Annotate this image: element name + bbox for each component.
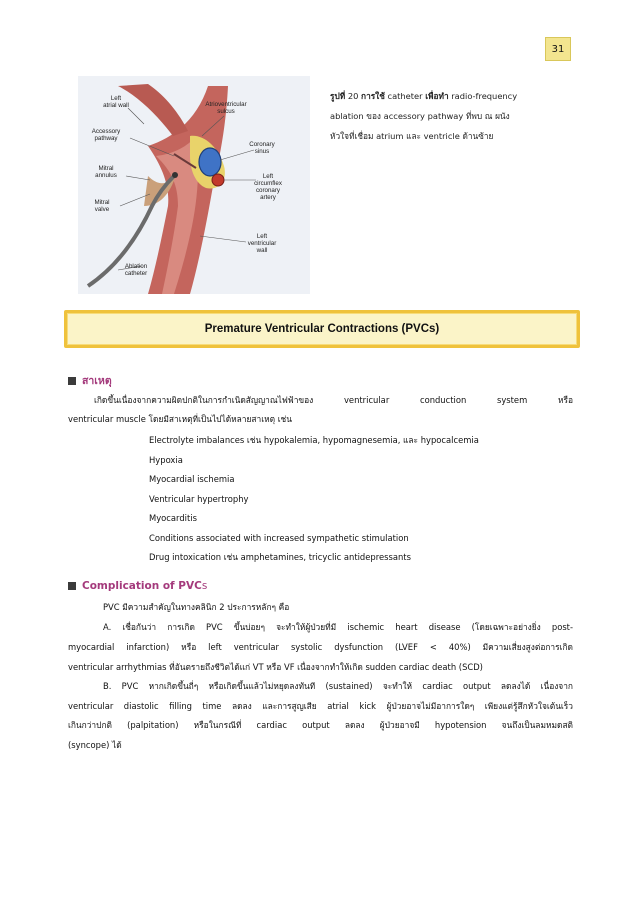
label-accessory-pathway-1: Accessory xyxy=(91,128,121,135)
label-mitral-valve-1: Mitral xyxy=(94,199,110,206)
complication-heading xyxy=(68,580,207,592)
label-mitral-annulus-2: annulus xyxy=(95,172,117,179)
complication-b-line-2: ventricular diastolic filling time ลดลง และการสูญเสีย atrial kick ผู้ป่วยอาจไม่มีอาการใดๆ เพียงแต่รู้สึกหัวใจเต้นเร็ว xyxy=(68,701,573,711)
list-item: Ventricular hypertrophy xyxy=(149,493,249,504)
label-left-atrial-wall-1: Left xyxy=(110,95,122,102)
cause-heading xyxy=(68,372,112,389)
label-ablation-catheter-2: catheter xyxy=(124,270,148,277)
figure-caption xyxy=(330,86,580,146)
label-mitral-annulus-1: Mitral xyxy=(98,165,114,172)
section-banner xyxy=(64,310,580,348)
label-av-sulcus-2: sulcus xyxy=(217,108,235,115)
caption-use-word: การใช้ xyxy=(361,91,385,101)
caption-figure-label: รูปที่ xyxy=(330,91,346,101)
heart-cross-section-image xyxy=(78,76,310,294)
label-lv-wall-2: ventricular xyxy=(247,240,277,247)
list-item: Electrolyte imbalances เช่น hypokalemia, hypomagnesemia, และ hypocalcemia xyxy=(149,435,479,445)
label-accessory-pathway-2: pathway xyxy=(94,135,118,142)
label-circumflex-4: artery xyxy=(260,194,276,201)
list-item: Myocardial ischemia xyxy=(149,474,235,484)
caption-line-1 xyxy=(330,86,580,106)
caption-text-1: catheter xyxy=(384,91,426,101)
bullet-square-icon xyxy=(68,582,76,590)
cause-intro-line-1: เกิดขึ้นเนื่องจากความผิดปกติในการกำเนิดสัญญาณไฟฟ้าของ ventricular conduction system หรือ xyxy=(94,395,573,405)
label-ablation-catheter-1: Ablation xyxy=(124,263,148,270)
complication-b-line-4: (syncope) ได้ xyxy=(68,740,122,750)
list-item: Hypoxia xyxy=(149,454,183,465)
heart-ablation-illustration xyxy=(78,76,310,294)
caption-line-2: ablation ของ accessory pathway ที่พบ ณ ผนัง xyxy=(330,111,510,121)
label-circumflex-3: coronary xyxy=(255,187,281,194)
cause-list xyxy=(149,431,479,568)
caption-figure-number: 20 xyxy=(345,91,362,101)
complication-lead: PVC มีความสำคัญในทางคลินิก 2 ประการหลักๆ คือ xyxy=(103,602,290,612)
caption-purpose-word: เพื่อทำ xyxy=(425,91,449,101)
label-av-sulcus-1: Atrioventricular xyxy=(205,101,247,108)
list-item: Drug intoxication เช่น amphetamines, tricyclic antidepressants xyxy=(149,552,411,562)
bullet-square-icon xyxy=(68,377,76,385)
complication-a-line-2: myocardial infarction) หรือ left ventricular systolic dysfunction (LVEF < 40%) มีความเสี่ยงสูงต่อการเกิด xyxy=(68,642,573,652)
page-number: 31 xyxy=(545,37,571,61)
label-circumflex-1: Left xyxy=(262,173,274,180)
list-item: Myocarditis xyxy=(149,513,197,523)
label-lv-wall-1: Left xyxy=(256,233,268,240)
complication-a-line-1: A. เชื่อกันว่า การเกิด PVC ขึ้นบ่อยๆ จะทำให้ผู้ป่วยที่มี ischemic heart disease (โดยเฉพาะอย่างยิ่ง post- xyxy=(103,622,573,632)
caption-line-3: หัวใจที่เชื่อม atrium และ ventricle ด้านซ้าย xyxy=(330,131,494,141)
complication-a-line-3: ventricular arrhythmias ที่อันตรายถึงชีวิตได้แก่ VT หรือ VF เนื่องจากทำให้เกิด sudden cardiac death (SCD) xyxy=(68,662,483,672)
label-coronary-sinus-2: sinus xyxy=(254,148,270,155)
complication-b-line-3: เกินกว่าปกติ (palpitation) หรือในกรณีที่ cardiac output ลดลง ผู้ป่วยอาจมี hypotension จนถึงเป็นลมหมดสติ xyxy=(68,720,573,730)
complication-heading-text xyxy=(82,580,207,592)
banner-title: Premature Ventricular Contractions (PVCs) xyxy=(204,323,440,335)
cause-heading-text: สาเหตุ xyxy=(82,375,112,387)
label-circumflex-2: circumflex xyxy=(254,180,282,187)
complication-heading-suffix: s xyxy=(201,580,208,592)
label-coronary-sinus-1: Coronary xyxy=(249,141,275,148)
list-item: Conditions associated with increased sympathetic stimulation xyxy=(149,532,409,543)
caption-text-2: radio-frequency xyxy=(448,91,518,101)
complication-heading-main: Complication of PVC xyxy=(82,580,202,592)
label-left-atrial-wall-2: atrial wall xyxy=(103,102,129,109)
complication-b-line-1: B. PVC หากเกิดขึ้นถี่ๆ หรือเกิดขึ้นแล้วไม่หยุดลงทันที (sustained) จะทำให้ cardiac output ลดลงได้ เนื่องจาก xyxy=(103,681,573,691)
cause-intro-line-2: ventricular muscle โดยมีสาเหตุที่เป็นไปได้หลายสาเหตุ เช่น xyxy=(68,414,292,424)
label-mitral-valve-2: valve xyxy=(94,206,110,213)
label-lv-wall-3: wall xyxy=(256,247,268,254)
